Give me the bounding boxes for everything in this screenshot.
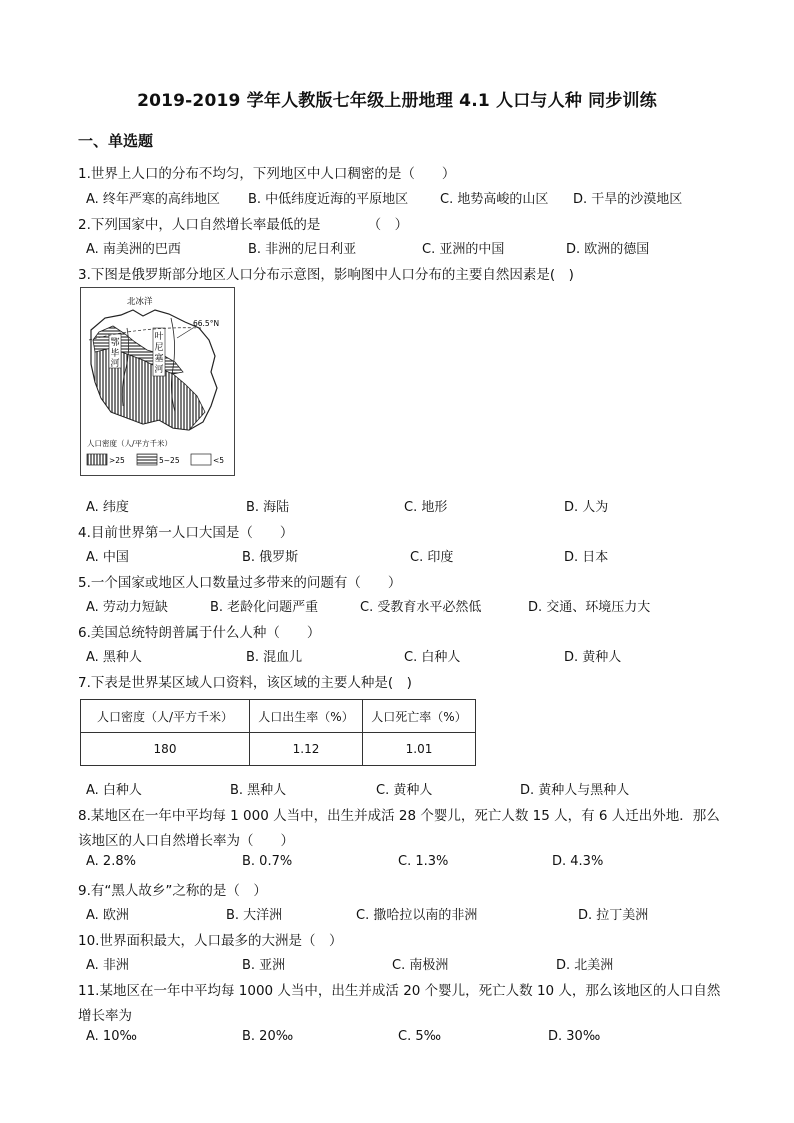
river1-char-3: 河 <box>110 359 120 369</box>
page-title: 2019-2019 学年人教版七年级上册地理 4.1 人口与人种 同步训练 <box>137 91 657 111</box>
population-table <box>80 699 476 766</box>
question-8: 8.某地区在一年中平均每 1 000 人当中，出生并成活 28 个婴儿，死亡人数 15 人，有 6 人迁出外地．那么 <box>78 808 720 824</box>
latitude-label: 66.5°N <box>193 319 220 328</box>
table-row <box>81 733 476 766</box>
option-11c: C. 5‰ <box>398 1029 442 1044</box>
section-heading: 一、单选题 <box>78 132 154 150</box>
table-header: 人口死亡率（%） <box>363 700 476 733</box>
option-6c: C. 白种人 <box>404 650 461 665</box>
option-2a: A. 南美洲的巴西 <box>86 242 181 257</box>
option-6a: A. 黑种人 <box>86 650 142 665</box>
option-8d: D. 4.3% <box>552 854 604 869</box>
option-7d: D. 黄种人与黑种人 <box>520 783 630 798</box>
question-3: 3.下图是俄罗斯部分地区人口分布示意图，影响图中人口分布的主要自然因素是( ) <box>78 267 574 283</box>
option-1b: B. 中低纬度近海的平原地区 <box>248 192 409 207</box>
table-header-row <box>81 700 476 733</box>
legend-swatch-medium <box>137 454 157 465</box>
table-header: 人口出生率（%） <box>250 700 363 733</box>
option-11b: B. 20‰ <box>242 1029 294 1044</box>
river1-char-1: 鄂 <box>110 338 120 348</box>
option-10c: C. 南极洲 <box>392 958 449 973</box>
question-10: 10.世界面积最大，人口最多的大洲是（ ） <box>78 933 343 949</box>
option-11a: A. 10‰ <box>86 1029 137 1044</box>
option-9c: C. 撒哈拉以南的非洲 <box>356 908 478 923</box>
question-11-continued: 增长率为 <box>78 1008 132 1024</box>
option-2c: C. 亚洲的中国 <box>422 242 505 257</box>
option-3a: A. 纬度 <box>86 500 129 515</box>
option-1c: C. 地势高峻的山区 <box>440 192 549 207</box>
option-11d: D. 30‰ <box>548 1029 601 1044</box>
option-9d: D. 拉丁美洲 <box>578 908 649 923</box>
river1-char-2: 毕 <box>110 349 120 359</box>
option-8b: B. 0.7% <box>242 854 293 869</box>
legend-swatch-dense <box>87 454 107 465</box>
option-8c: C. 1.3% <box>398 854 449 869</box>
river2-char-2: 尼 <box>154 343 164 353</box>
question-11: 11.某地区在一年中平均每 1000 人当中，出生并成活 20 个婴儿，死亡人数 10 人，那么该地区的人口自然 <box>78 983 721 999</box>
option-5a: A. 劳动力短缺 <box>86 600 168 615</box>
option-3d: D. 人为 <box>564 500 609 515</box>
question-9: 9.有“黑人故乡”之称的是（ ） <box>78 883 267 899</box>
option-4d: D. 日本 <box>564 550 609 565</box>
option-1a: A. 终年严寒的高纬地区 <box>86 192 220 207</box>
table-cell: 1.01 <box>363 733 476 766</box>
option-1d: D. 干旱的沙漠地区 <box>573 192 683 207</box>
table-cell: 180 <box>81 733 250 766</box>
option-6b: B. 混血儿 <box>246 650 303 665</box>
option-6d: D. 黄种人 <box>564 650 622 665</box>
question-6: 6.美国总统特朗普属于什么人种（ ） <box>78 625 321 641</box>
option-8a: A. 2.8% <box>86 854 136 869</box>
option-7c: C. 黄种人 <box>376 783 433 798</box>
sea-label: 北冰洋 <box>127 297 153 307</box>
option-3c: C. 地形 <box>404 500 448 515</box>
question-5: 5.一个国家或地区人口数量过多带来的问题有（ ） <box>78 575 402 591</box>
option-10d: D. 北美洲 <box>556 958 614 973</box>
question-4: 4.目前世界第一人口大国是（ ） <box>78 525 294 541</box>
river2-char-4: 河 <box>154 365 164 375</box>
table-header: 人口密度（人/平方千米） <box>81 700 250 733</box>
option-10b: B. 亚洲 <box>242 958 286 973</box>
table-cell: 1.12 <box>250 733 363 766</box>
option-7a: A. 白种人 <box>86 783 142 798</box>
question-7: 7.下表是世界某区域人口资料，该区域的主要人种是( ) <box>78 675 412 691</box>
option-10a: A. 非洲 <box>86 958 129 973</box>
option-4a: A. 中国 <box>86 550 129 565</box>
option-7b: B. 黑种人 <box>230 783 287 798</box>
option-9a: A. 欧洲 <box>86 908 129 923</box>
option-9b: B. 大洋洲 <box>226 908 283 923</box>
population-map-figure <box>81 288 234 475</box>
option-5d: D. 交通、环境压力大 <box>528 600 651 615</box>
option-4c: C. 印度 <box>410 550 454 565</box>
question-8-continued: 该地区的人口自然增长率为（ ） <box>78 833 294 849</box>
legend-label-sparse: <5 <box>213 456 225 465</box>
legend-label-medium: 5~25 <box>159 456 180 465</box>
legend-title: 人口密度（人/平方千米） <box>87 439 173 448</box>
question-1: 1.世界上人口的分布不均匀，下列地区中人口稠密的是（ ） <box>78 166 456 182</box>
river2-char-3: 塞 <box>154 354 164 364</box>
question-2: 2.下列国家中，人口自然增长率最低的是 （ ） <box>78 217 409 233</box>
option-5c: C. 受教育水平必然低 <box>360 600 482 615</box>
option-4b: B. 俄罗斯 <box>242 550 299 565</box>
population-map <box>80 287 235 476</box>
option-5b: B. 老龄化问题严重 <box>210 600 319 615</box>
legend-swatch-sparse <box>191 454 211 465</box>
legend-label-dense: >25 <box>109 456 125 465</box>
river2-char-1: 叶 <box>154 332 164 342</box>
option-2b: B. 非洲的尼日利亚 <box>248 242 357 257</box>
option-3b: B. 海陆 <box>246 500 290 515</box>
option-2d: D. 欧洲的德国 <box>566 242 650 257</box>
